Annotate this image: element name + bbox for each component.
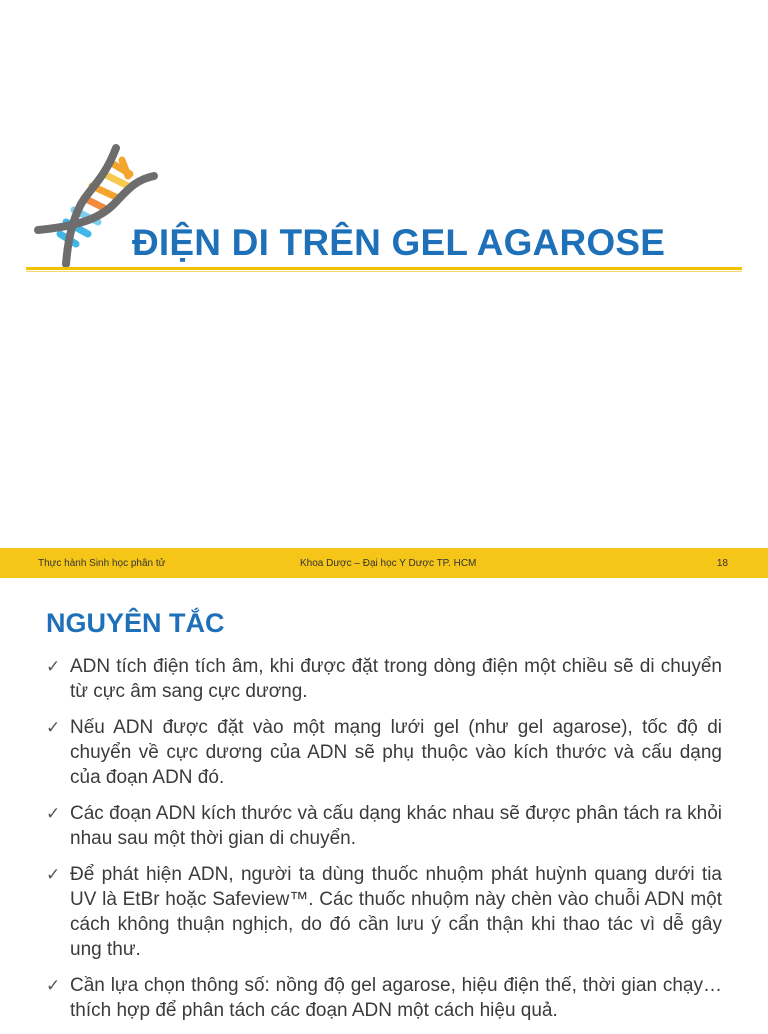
bullet-text: Cần lựa chọn thông số: nồng độ gel agarose, hiệu điện thế, thời gian chạy… thích hợp để phân tách các đoạn ADN một cách hiệu quả. — [70, 975, 722, 1021]
footer-course: Thực hành Sinh học phân tử — [38, 558, 166, 569]
list-item — [46, 654, 722, 704]
checkmark-icon: ✓ — [46, 976, 61, 995]
checkmark-icon: ✓ — [46, 657, 61, 676]
checkmark-icon: ✓ — [46, 804, 61, 823]
bullet-text: Nếu ADN được đặt vào một mạng lưới gel (như gel agarose), tốc độ di chuyển về cực dương của ADN sẽ phụ thuộc vào kích thước và cấu dạng của đoạn ADN đó. — [70, 717, 722, 788]
bullet-text: Các đoạn ADN kích thước và cấu dạng khác nhau sẽ được phân tách ra khỏi nhau sau một thời gian di chuyển. — [70, 803, 722, 849]
footer-page-number: 18 — [716, 558, 728, 569]
list-item — [46, 801, 722, 851]
bullet-list — [46, 654, 722, 1034]
list-item — [46, 715, 722, 790]
slide-bottom — [0, 578, 768, 1024]
footer-faculty: Khoa Dược – Đại học Y Dược TP. HCM — [300, 558, 477, 569]
section-heading: NGUYÊN TẮC — [46, 608, 225, 638]
bullet-text: ADN tích điện tích âm, khi được đặt trong dòng điện một chiều sẽ di chuyển từ cực âm sang cực dương. — [70, 656, 722, 702]
footer-bar — [0, 548, 768, 578]
bullet-text: Để phát hiện ADN, người ta dùng thuốc nhuộm phát huỳnh quang dưới tia UV là EtBr hoặc Safeview™. Các thuốc nhuộm này chèn vào chuỗi ADN một cách không thuận nghịch, do đó cần lưu ý cẩn thận khi thao tác vì dễ gây ung thư. — [70, 864, 722, 960]
slide-title: ĐIỆN DI TRÊN GEL AGAROSE — [132, 222, 666, 263]
list-item — [46, 973, 722, 1023]
title-underline-thin — [26, 271, 742, 272]
title-underline — [26, 267, 742, 270]
checkmark-icon: ✓ — [46, 718, 61, 737]
checkmark-icon: ✓ — [46, 865, 61, 884]
list-item — [46, 862, 722, 962]
